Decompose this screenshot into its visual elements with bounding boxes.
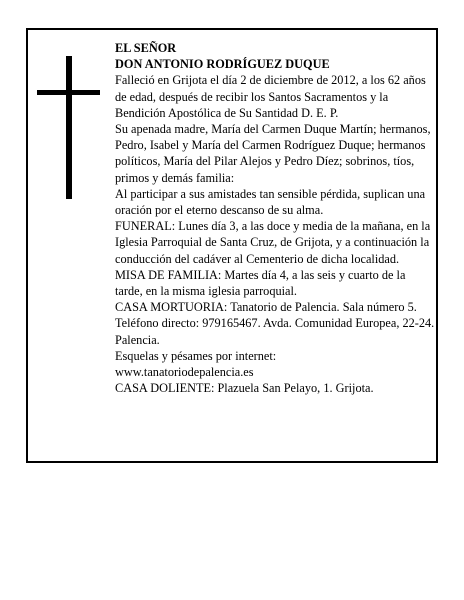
family-paragraph: Su apenada madre, María del Carmen Duque Martín; hermanos, Pedro, Isabel y María del Carmen Rodríguez Duque; hermanos políticos, María del Pilar Alejos y Pedro Díez; sobrinos, tíos, primos y demás familia:	[115, 122, 431, 185]
notice-content	[115, 40, 435, 396]
mass-paragraph: MISA DE FAMILIA: Martes día 4, a las seis y cuarto de la tarde, en la misma iglesia parroquial.	[115, 267, 406, 299]
online-label: Esquelas y pésames por internet:	[115, 348, 277, 363]
mortuary-paragraph: CASA MORTUORIA: Tanatorio de Palencia. Sala número 5. Teléfono directo: 979165467. Avda. Comunidad Europea, 22-24. Palencia.	[115, 300, 435, 347]
request-paragraph: Al participar a sus amistades tan sensible pérdida, suplican una oración por el eterno descanso de su alma.	[115, 186, 426, 218]
funeral-paragraph: FUNERAL: Lunes día 3, a las doce y media de la mañana, en la Iglesia Parroquial de Santa Cruz, de Grijota, y a continuación la conducción del cadáver al Cementerio de dicha localidad.	[115, 219, 431, 266]
death-notice	[26, 28, 438, 463]
home-paragraph: CASA DOLIENTE: Plazuela San Pelayo, 1. Grijota.	[115, 381, 374, 396]
cross-horizontal-bar	[37, 90, 100, 95]
online-url[interactable]: www.tanatoriodepalencia.es	[115, 365, 254, 380]
deceased-name: DON ANTONIO RODRÍGUEZ DUQUE	[115, 57, 330, 72]
cross-vertical-bar	[66, 56, 72, 199]
notice-heading: EL SEÑOR	[115, 41, 177, 55]
cross-icon	[28, 30, 118, 210]
death-paragraph: Falleció en Grijota el día 2 de diciembre de 2012, a los 62 años de edad, después de recibir los Santos Sacramentos y la Bendición Apostólica de Su Santidad D. E. P.	[115, 73, 426, 120]
